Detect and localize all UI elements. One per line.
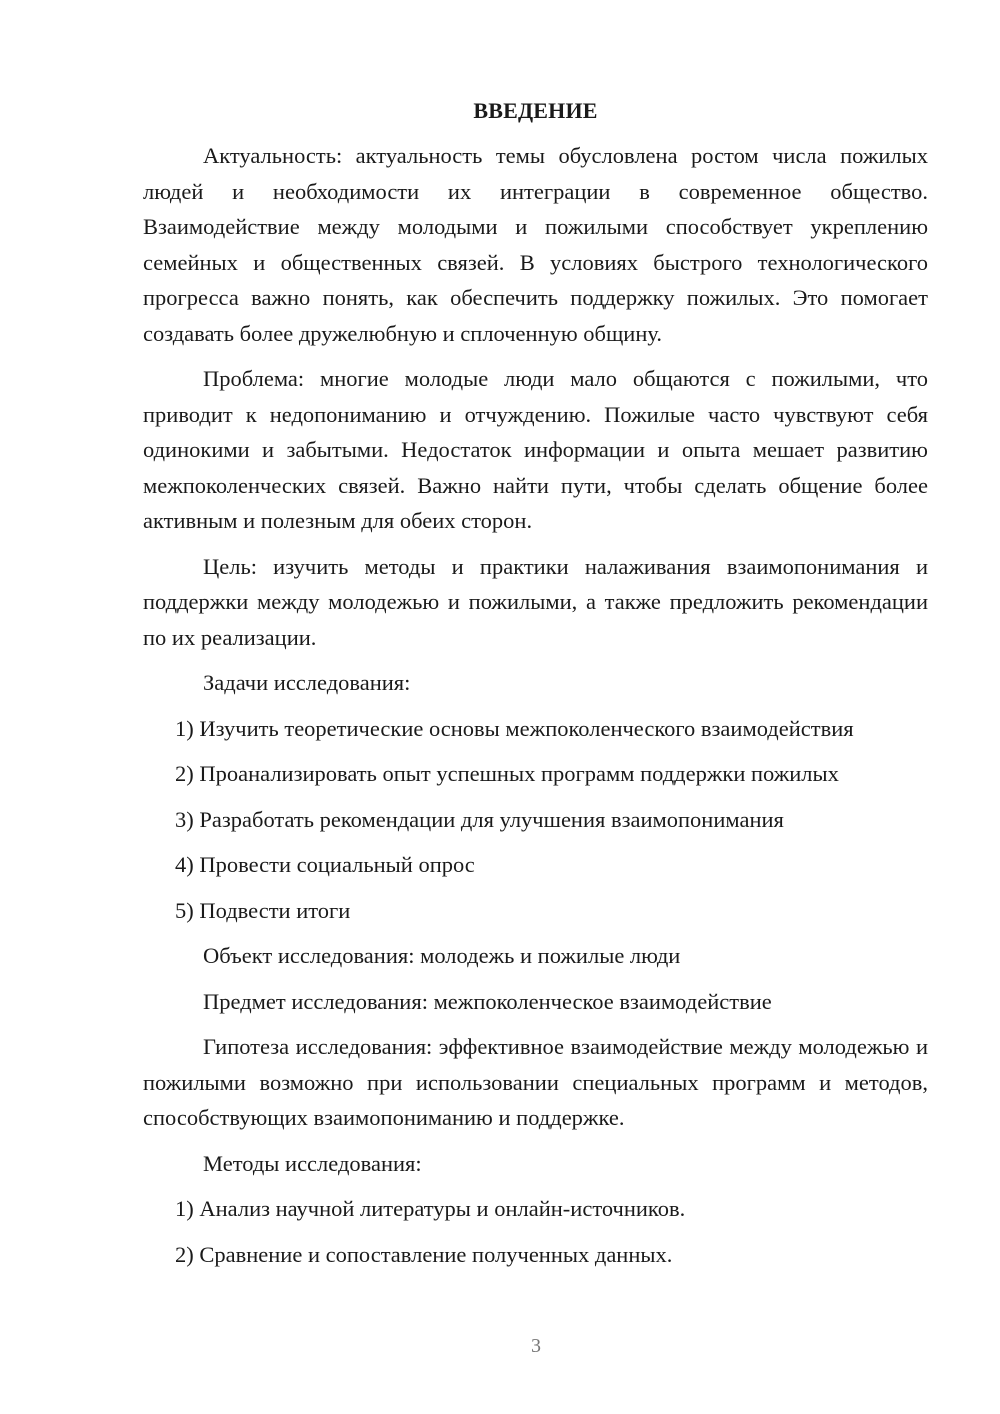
- page-number: 3: [531, 1335, 541, 1357]
- goal-paragraph: Цель: изучить методы и практики налаживания взаимопонимания и поддержки между молодежью и пожилыми, а также предложить рекомендации по их реализации.: [143, 553, 928, 650]
- task-item: 3) Разработать рекомендации для улучшения взаимопонимания: [175, 806, 784, 832]
- problem-paragraph: Проблема: многие молодые люди мало общаются с пожилыми, что приводит к недопониманию и отчуждению. Пожилые часто чувствуют себя одинокими и забытыми. Недостаток информации и опыта мешает развитию межпоколенческих связей. Важно найти пути, чтобы сделать общение более активным и полезным для обеих сторон.: [143, 366, 928, 533]
- hypothesis-paragraph: Гипотеза исследования: эффективное взаимодействие между молодежью и пожилыми возможно при использовании специальных программ и методов, способствующих взаимопониманию и поддержке.: [143, 1034, 928, 1130]
- task-item: 5) Подвести итоги: [175, 897, 351, 923]
- method-item: 1) Анализ научной литературы и онлайн-источников.: [175, 1196, 686, 1221]
- task-item: 2) Проанализировать опыт успешных программ поддержки пожилых: [175, 761, 839, 786]
- methods-heading: Методы исследования:: [203, 1150, 422, 1176]
- relevance-paragraph: Актуальность: актуальность темы обусловлена ростом числа пожилых людей и необходимости их интеграции в современное общество. Взаимодействие между молодыми и пожилыми способствует укреплению семейных и общественных связей. В условиях быстрого технологического прогресса важно понять, как обеспечить поддержку пожилых. Это помогает создавать более дружелюбную и сплоченную общину.: [143, 143, 928, 346]
- tasks-heading: Задачи исследования:: [203, 670, 411, 695]
- task-item: 1) Изучить теоретические основы межпоколенческого взаимодействия: [175, 715, 854, 741]
- method-item: 2) Сравнение и сопоставление полученных данных.: [175, 1241, 673, 1267]
- section-title: ВВЕДЕНИЕ: [473, 98, 598, 123]
- page-content: [143, 96, 928, 1282]
- research-object: Объект исследования: молодежь и пожилые люди: [203, 943, 681, 968]
- task-item: 4) Провести социальный опрос: [175, 852, 475, 877]
- research-subject: Предмет исследования: межпоколенческое взаимодействие: [203, 988, 772, 1014]
